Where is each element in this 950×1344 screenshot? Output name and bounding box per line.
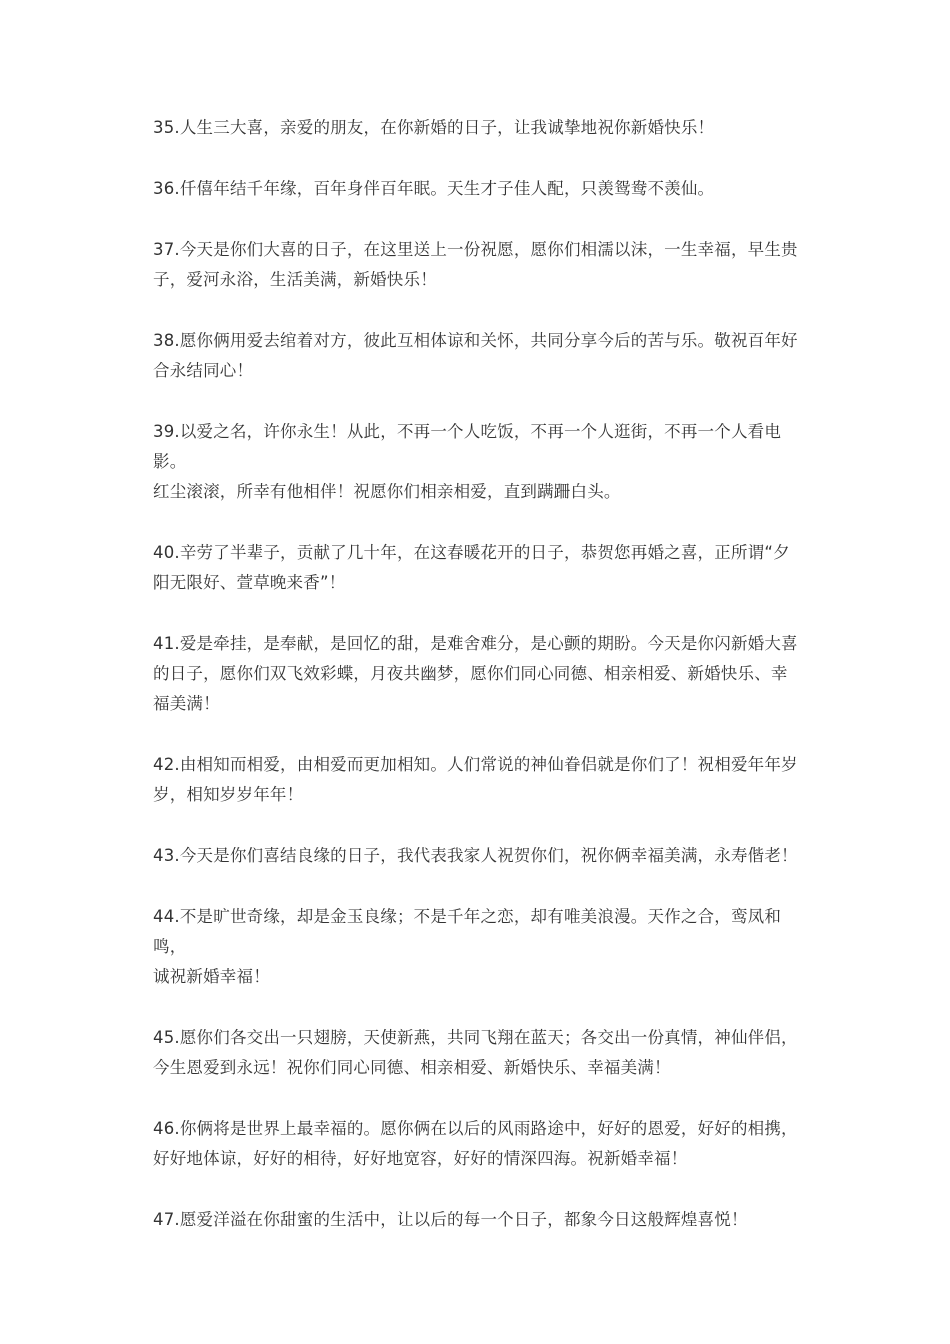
wish-entry-47 [153,1205,813,1235]
entry-line: 子，爱河永浴，生活美满，新婚快乐！ [153,270,437,289]
entry-line: 岁，相知岁岁年年！ [153,785,304,804]
wish-entry-46 [153,1114,813,1174]
entry-line: 44.不是旷世奇缘，却是金玉良缘；不是千年之恋，却有唯美浪漫。天作之合，鸾凤和鸣， [153,907,782,956]
wish-entry-37 [153,235,813,295]
entry-line: 的日子，愿你们双飞效彩蝶，月夜共幽梦，愿你们同心同德、相亲相爱、新婚快乐、幸 [153,664,788,683]
entry-line: 37.今天是你们大喜的日子，在这里送上一份祝愿，愿你们相濡以沫，一生幸福，早生贵 [153,240,798,259]
entry-line: 42.由相知而相爱，由相爱而更加相知。人们常说的神仙眷侣就是你们了！祝相爱年年岁 [153,755,798,774]
entry-line: 红尘滚滚，所幸有他相伴！祝愿你们相亲相爱，直到蹒跚白头。 [153,482,621,501]
wish-entry-38 [153,326,813,386]
wish-entry-36 [153,174,813,204]
wish-entry-43 [153,841,813,871]
entry-line: 诚祝新婚幸福！ [153,967,270,986]
entry-line: 47.愿爱洋溢在你甜蜜的生活中，让以后的每一个日子，都象今日这般辉煌喜悦！ [153,1210,748,1229]
entry-line: 41.爱是牵挂，是奉献，是回忆的甜，是难舍难分，是心颤的期盼。今天是你闪新婚大喜 [153,634,798,653]
entry-line: 46.你俩将是世界上最幸福的。愿你俩在以后的风雨路途中，好好的恩爱，好好的相携， [153,1119,798,1138]
entry-line: 福美满！ [153,694,220,713]
entry-line: 40.辛劳了半辈子，贡献了几十年，在这春暖花开的日子，恭贺您再婚之喜，正所谓“夕 [153,543,790,562]
entry-line: 阳无限好、萱草晚来香”！ [153,573,346,592]
entry-line: 合永结同心！ [153,361,254,380]
wish-entry-40 [153,538,813,598]
entry-line: 35.人生三大喜，亲爱的朋友，在你新婚的日子，让我诚挚地祝你新婚快乐！ [153,118,715,137]
wish-entry-41 [153,629,813,719]
wish-entry-39 [153,417,813,507]
entry-line: 好好地体谅，好好的相待，好好地宽容，好好的情深四海。祝新婚幸福！ [153,1149,688,1168]
document-page [153,113,813,1266]
entry-line: 36.仟僖年结千年缘，百年身伴百年眠。天生才子佳人配，只羡鸳鸯不羡仙。 [153,179,715,198]
wish-entry-35 [153,113,813,143]
wish-entry-42 [153,750,813,810]
wish-entry-44 [153,902,813,992]
wish-entry-45 [153,1023,813,1083]
entry-line: 39.以爱之名，许你永生！从此，不再一个人吃饭，不再一个人逛街，不再一个人看电影。 [153,422,782,471]
entry-line: 今生恩爱到永远！祝你们同心同德、相亲相爱、新婚快乐、幸福美满！ [153,1058,671,1077]
entry-line: 45.愿你们各交出一只翅膀，天使新燕，共同飞翔在蓝天；各交出一份真情，神仙伴侣， [153,1028,798,1047]
entry-line: 38.愿你俩用爱去绾着对方，彼此互相体谅和关怀，共同分享今后的苦与乐。敬祝百年好 [153,331,798,350]
entry-line: 43.今天是你们喜结良缘的日子，我代表我家人祝贺你们，祝你俩幸福美满，永寿偕老！ [153,846,798,865]
